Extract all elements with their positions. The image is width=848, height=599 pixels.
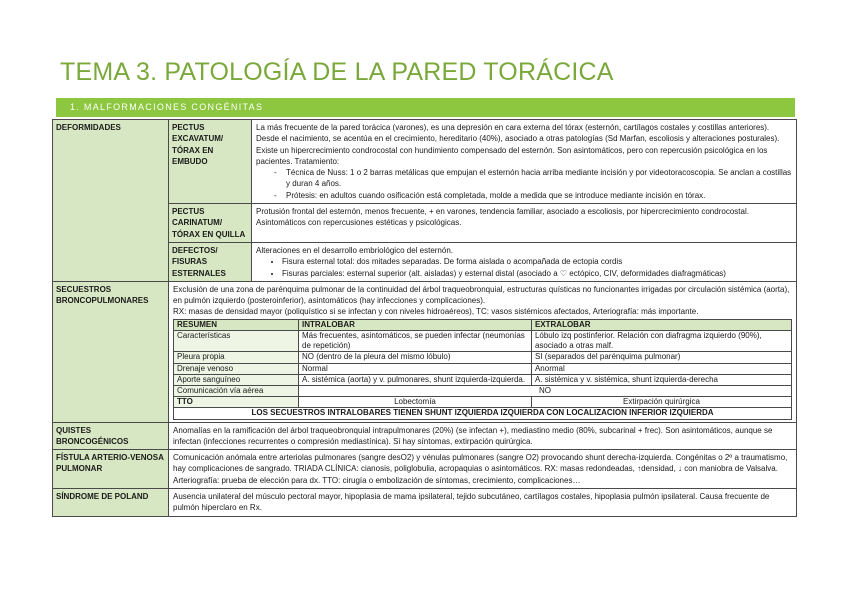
list-item: • Fisuras parciales: esternal superior (alt. aisladas) y esternal distal (asociado a ♡ ectópico, CIV, deformidades diafragmáticas): [282, 268, 792, 279]
section-header: 1. MALFORMACIONES CONGÉNITAS: [56, 98, 795, 117]
list-item: - Prótesis: en adultos cuando osificación está completada, molde a medida que se introduce mediante incisión en tórax.: [286, 190, 792, 201]
list-item: • Fisura esternal total: dos mitades separadas. De forma aislada o acompañada de ectopia cordis: [282, 256, 792, 267]
row-secuestros: [52, 282, 797, 423]
category-label: DEFORMIDADES: [53, 120, 169, 281]
content-table: [52, 119, 797, 517]
table-row: Pleura propia NO (dentro de la pleura del mismo lóbulo) SI (separados del parénquima pulmonar): [174, 352, 792, 363]
page-title: TEMA 3. PATOLOGÍA DE LA PARED TORÁCICA: [60, 58, 614, 86]
description: Alteraciones en el desarrollo embriológico del esternón. • Fisura esternal total: dos mitades separadas. De forma aislada o acompañada de ectopia cordis • Fisuras parciales: esternal superior (alt. aisladas) y esternal distal (asociado a ♡ ectópico, CIV, deformidades diafragmáticas): [252, 243, 796, 281]
description: Comunicación anómala entre arteriolas pulmonares (sangre desO2) y vénulas pulmonares (sangre O2) provocando shunt derecha-izquierda. Congénitas o 2º a traumatismo, hay complicaciones de sangrado. TRIADA CLÍNICA: cianosis, poliglobulia, acropaquias o asintomáticos. RX: masas redondeadas, ↑densidad, ↓ con maniobra de Valsalva. Arteriografía: prueba de elección para dx. TTO: cirugía o embolización de síntomas, crecimiento, complicaciones…: [173, 453, 788, 485]
category-label: FÍSTULA ARTERIO-VENOSA PULMONAR: [53, 450, 169, 488]
table-row: Aporte sanguíneo A. sistémica (aorta) y v. pulmonares, shunt izquierda-izquierda. A. sistémica y v. sistémica, shunt izquierda-derecha: [174, 374, 792, 385]
list-item: - Técnica de Nuss: 1 o 2 barras metálicas que empujan el esternón hacia arriba mediante incisión y por videotoracoscopia. Se anclan a costillas y duran 4 años.: [286, 167, 792, 190]
category-label: SECUESTROS BRONCOPULMONARES: [53, 282, 169, 422]
description: La más frecuente de la pared torácica (varones), es una depresión en cara externa del tórax (esternón, cartílagos costales y costillas anteriores). Desde el nacimiento, se acentúa en el crecimiento, hereditario (40%), asociado a otras patologías (Sd Marfan, escoliosis y alteraciones posturales). Existe un hipercrecimiento condrocostal con hundimiento compensado del esternón. Son asintomáticos, pero con repercusión psicológica en los pacientes. Tratamiento: - Técnica de Nuss: 1 o 2 barras metálicas que empujan el esternón hacia arriba mediante incisión y por videotoracoscopia. Se anclan a costillas y duran 4 años. - Prótesis: en adultos cuando osificación está completada, molde a medida que se introduce mediante incisión en tórax.: [252, 120, 796, 203]
description: Anomalías en la ramificación del árbol traqueobronquial intrapulmonares (20%) (se infectan +), mediastino medio (80%, subcarinal + frec). Son asintomáticos, aunque se infectan (infecciones recurrentes o compresión mediastínica). Si hay síntomas, extirpación quirúrgica.: [173, 425, 773, 446]
category-label: SÍNDROME DE POLAND: [53, 489, 169, 516]
row-fistula: [52, 450, 797, 489]
subrow-defectos: [169, 243, 796, 281]
description: Protusión frontal del esternón, menos frecuente, + en varones, tendencia familiar, asociado a escoliosis, por hipercrecimiento condrocostal. Asintomáticos con repercusiones estéticas y psicológicas.: [256, 207, 749, 228]
table-row: LOS SECUESTROS INTRALOBARES TIENEN SHUNT IZQUIERDA IZQUIERDA CON LOCALIZACION INFERIOR IZQUIERDA: [174, 408, 792, 419]
summary-table: RESUMEN INTRALOBAR EXTRALOBAR Características Más frecuentes, asintomáticos, se pueden infectar (neumonías de repetición) Lóbulo izq postinferior. Relación con diafragma izquierdo (90%), asociado a otras malf. Pleura propia NO (dentro de la pleura del mismo lóbulo) SI (separados del parénquima pulmonar) Drenaje venoso Normal Anormal Aporte sanguíneo A. sistémica (aorta) y v. pulmonares, shunt izquierda-izquierda. A. sistémica y v. sistémica, shunt izquierda-derecha Comunicación vía aérea NO TTO Lobectomía Extirpación quirúrgica LOS SECUESTROS INTRALOBARES TIENEN SHUNT IZQUIERDA IZQUIERDA CON LOCALIZACION INFERIOR IZQUIERDA: [173, 319, 792, 420]
table-row: Características Más frecuentes, asintomáticos, se pueden infectar (neumonías de repetición) Lóbulo izq postinferior. Relación con diafragma izquierdo (90%), asociado a otras malf.: [174, 330, 792, 351]
subcategory-label: DEFECTOS/ FISURAS ESTERNALES: [169, 243, 252, 281]
row-quistes: [52, 423, 797, 451]
subrow-carinatum: [169, 204, 796, 243]
subcategory-label: PECTUS CARINATUM/ TÓRAX EN QUILLA: [169, 204, 252, 242]
table-row: TTO Lobectomía Extirpación quirúrgica: [174, 397, 792, 408]
description: Exclusión de una zona de parénquima pulmonar de la continuidad del árbol traqueobronquial, estructuras quísticas no funcionantes irrigadas por circulación sistémica (aorta), en pulmón izquierdo (posteroinferior), asintomáticos (hay infecciones y complicaciones). RX: masas de densidad mayor (poliquístico si se infectan y con niveles hidroaéreos), TC: vasos sistémicos afectados, Arteriografía: más importante. RESUMEN INTRALOBAR EXTRALOBAR Características Más frecuentes, asintomáticos, se pueden infectar (neumonías de repetición) Lóbulo izq postinferior. Relación con diafragma izquierdo (90%), asociado a otras malf. Pleura propia NO (dentro de la pleura del mismo lóbulo) SI (separados del parénquima pulmonar) Drenaje venoso Normal Anormal Aporte sanguíneo A. sistémica (aorta) y v. pulmonares, shunt izquierda-izquierda. A. sistémica y v. sistémica, shunt izquierda-derecha Comunicación vía aérea NO TTO Lobectomía Extirpación quirúrgica LOS SECUESTROS INTRALOBARES TIENEN SHUNT IZQUIERDA IZQUIERDA CON LOCALIZACION INFERIOR IZQUIERDA: [169, 282, 796, 422]
subcategory-label: PECTUS EXCAVATUM/ TÓRAX EN EMBUDO: [169, 120, 252, 203]
table-row: Comunicación vía aérea NO: [174, 385, 792, 396]
subrow-excavatum: [169, 120, 796, 204]
table-row: Drenaje venoso Normal Anormal: [174, 363, 792, 374]
row-deformidades: [52, 119, 797, 282]
row-poland: [52, 489, 797, 517]
category-label: QUISTES BRONCOGÉNICOS: [53, 423, 169, 450]
description: Ausencia unilateral del músculo pectoral mayor, hipoplasia de mama ipsilateral, tejido subcutáneo, cartílagos costales, hipoplasia pulmón ipsilateral. Causa frecuente de pulmón hiperclaro en Rx.: [173, 492, 770, 513]
